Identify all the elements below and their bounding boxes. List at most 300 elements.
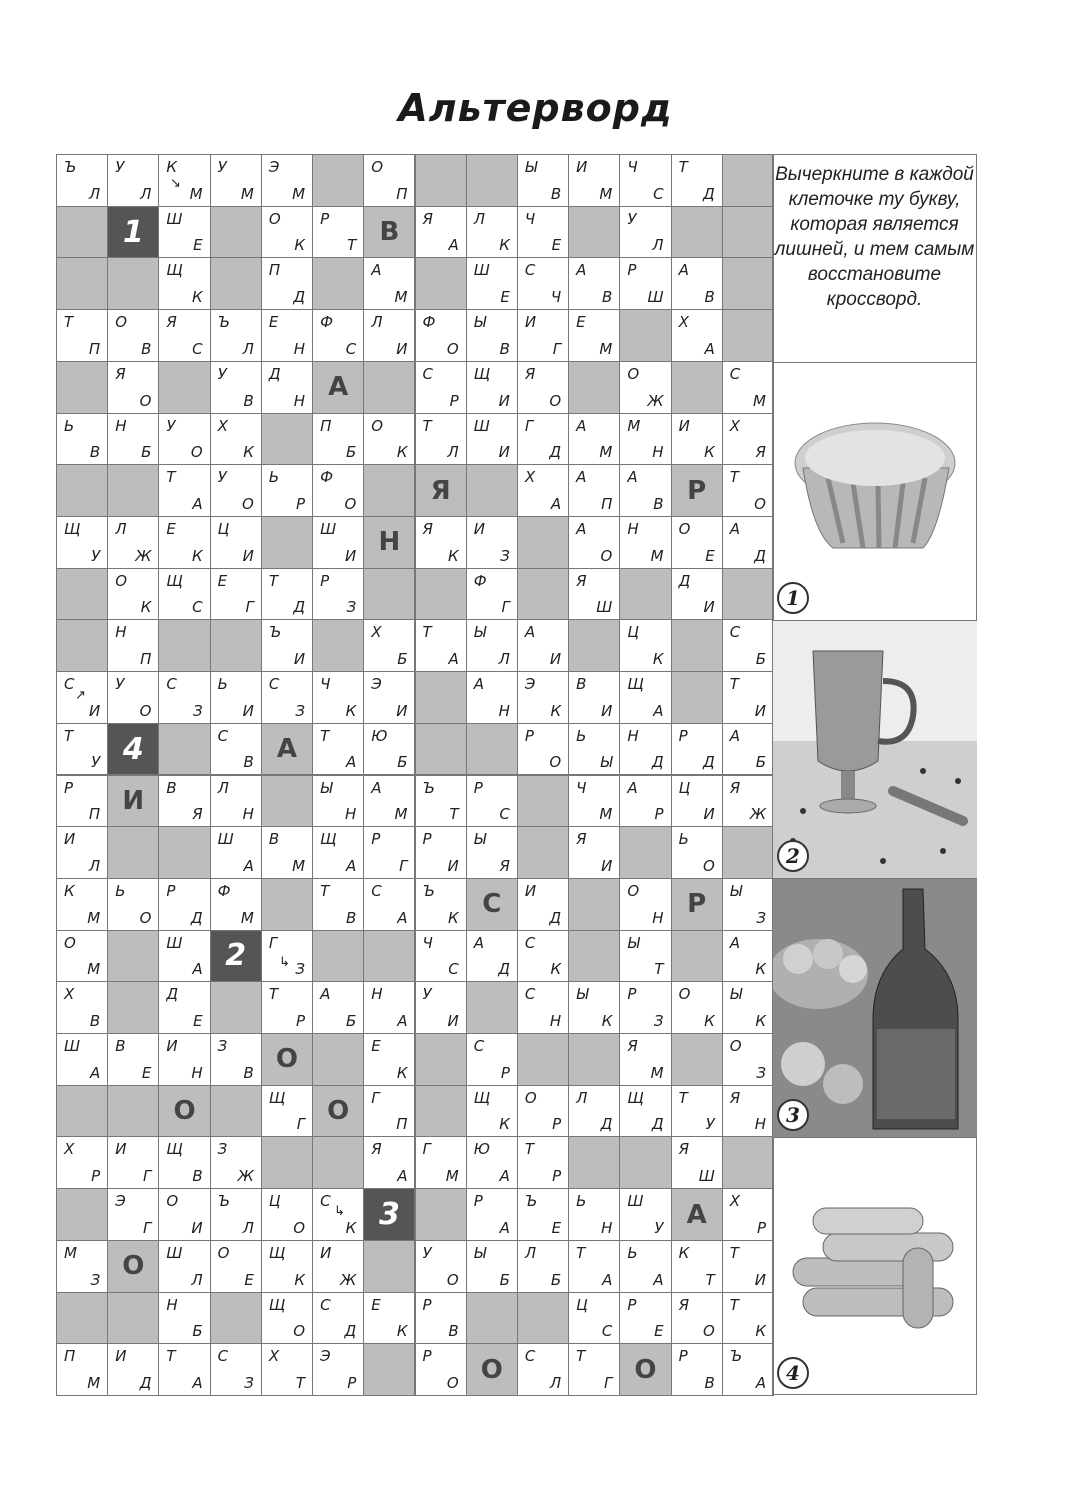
grid-cell[interactable] (415, 619, 467, 672)
grid-cell[interactable] (261, 154, 313, 207)
grid-cell[interactable] (158, 878, 210, 931)
grid-cell[interactable] (466, 826, 518, 879)
grid-cell[interactable] (56, 826, 108, 879)
grid-cell-blank[interactable] (517, 775, 569, 828)
grid-cell[interactable] (619, 464, 671, 517)
grid-cell[interactable] (466, 671, 518, 724)
grid-cell[interactable] (261, 464, 313, 517)
grid-cell[interactable] (363, 413, 415, 466)
grid-cell[interactable] (671, 1136, 723, 1189)
grid-cell[interactable] (619, 723, 671, 776)
grid-cell-blank[interactable] (210, 206, 262, 259)
grid-cell[interactable] (56, 413, 108, 466)
grid-cell[interactable] (517, 1343, 569, 1396)
grid-cell[interactable] (312, 309, 364, 362)
grid-cell-blank[interactable] (671, 930, 723, 983)
grid-cell[interactable] (722, 1033, 774, 1086)
grid-cell-given[interactable] (671, 1188, 723, 1241)
grid-cell[interactable] (619, 516, 671, 569)
grid-cell[interactable] (363, 775, 415, 828)
grid-cell[interactable] (517, 723, 569, 776)
grid-cell[interactable] (517, 671, 569, 724)
grid-cell[interactable] (722, 1292, 774, 1345)
grid-cell-blank[interactable] (722, 1136, 774, 1189)
grid-cell[interactable] (517, 1188, 569, 1241)
grid-cell[interactable] (261, 1240, 313, 1293)
grid-cell[interactable] (107, 878, 159, 931)
grid-cell[interactable] (568, 568, 620, 621)
grid-cell[interactable] (722, 1240, 774, 1293)
grid-cell[interactable] (568, 413, 620, 466)
grid-cell[interactable] (568, 257, 620, 310)
grid-cell-blank[interactable] (312, 930, 364, 983)
grid-cell[interactable] (568, 1085, 620, 1138)
grid-cell-blank[interactable] (261, 1136, 313, 1189)
grid-cell[interactable] (415, 826, 467, 879)
grid-cell[interactable] (363, 723, 415, 776)
grid-cell[interactable] (261, 1292, 313, 1345)
grid-cell-blank[interactable] (312, 1033, 364, 1086)
grid-cell[interactable] (56, 516, 108, 569)
grid-cell-blank[interactable] (568, 361, 620, 414)
grid-cell[interactable] (363, 1292, 415, 1345)
grid-cell-blank[interactable] (415, 1085, 467, 1138)
grid-cell[interactable] (158, 930, 210, 983)
grid-cell-given[interactable] (158, 1085, 210, 1138)
grid-cell-blank[interactable] (722, 257, 774, 310)
grid-cell[interactable] (722, 930, 774, 983)
grid-cell-blank[interactable] (568, 1136, 620, 1189)
grid-cell[interactable] (261, 671, 313, 724)
grid-cell[interactable] (56, 723, 108, 776)
grid-cell[interactable] (210, 775, 262, 828)
grid-cell-blank[interactable] (671, 1033, 723, 1086)
grid-cell[interactable] (158, 516, 210, 569)
grid-cell-blank[interactable] (568, 1033, 620, 1086)
grid-cell[interactable] (312, 826, 364, 879)
grid-cell[interactable] (56, 154, 108, 207)
grid-cell-blank[interactable] (312, 257, 364, 310)
grid-cell[interactable] (210, 413, 262, 466)
grid-cell[interactable] (415, 413, 467, 466)
grid-cell[interactable] (210, 1240, 262, 1293)
grid-cell-blank[interactable] (415, 723, 467, 776)
grid-cell-blank[interactable] (363, 361, 415, 414)
grid-cell[interactable] (619, 671, 671, 724)
grid-cell-blank[interactable] (210, 257, 262, 310)
grid-cell-blank[interactable] (363, 930, 415, 983)
grid-cell-blank[interactable] (568, 930, 620, 983)
grid-cell[interactable] (466, 1033, 518, 1086)
grid-cell[interactable] (466, 309, 518, 362)
grid-cell[interactable] (671, 516, 723, 569)
grid-cell-given[interactable] (312, 361, 364, 414)
grid-cell[interactable] (671, 257, 723, 310)
grid-cell-blank[interactable] (517, 568, 569, 621)
grid-cell-blank[interactable] (619, 568, 671, 621)
grid-cell[interactable] (619, 1292, 671, 1345)
grid-cell-given[interactable] (671, 464, 723, 517)
grid-cell[interactable] (722, 1188, 774, 1241)
grid-cell[interactable] (568, 981, 620, 1034)
grid-cell[interactable] (671, 1343, 723, 1396)
grid-cell[interactable] (312, 981, 364, 1034)
grid-cell[interactable] (107, 619, 159, 672)
grid-cell[interactable] (107, 671, 159, 724)
grid-cell[interactable] (210, 723, 262, 776)
grid-cell[interactable] (158, 413, 210, 466)
grid-cell[interactable] (363, 671, 415, 724)
grid-cell-blank[interactable] (568, 619, 620, 672)
grid-cell[interactable] (415, 206, 467, 259)
grid-cell[interactable] (466, 1085, 518, 1138)
grid-cell[interactable] (619, 1033, 671, 1086)
grid-cell[interactable] (568, 464, 620, 517)
grid-cell-blank[interactable] (517, 516, 569, 569)
grid-cell[interactable] (722, 619, 774, 672)
grid-cell[interactable] (619, 878, 671, 931)
grid-cell[interactable] (363, 154, 415, 207)
grid-cell[interactable] (415, 1240, 467, 1293)
grid-cell[interactable] (312, 464, 364, 517)
grid-cell[interactable] (56, 878, 108, 931)
grid-cell[interactable] (210, 154, 262, 207)
grid-cell[interactable] (107, 413, 159, 466)
grid-cell-given[interactable] (363, 206, 415, 259)
grid-cell[interactable] (415, 1136, 467, 1189)
grid-cell[interactable] (415, 309, 467, 362)
grid-cell[interactable] (261, 257, 313, 310)
grid-cell-blank[interactable] (107, 257, 159, 310)
grid-cell[interactable] (722, 1343, 774, 1396)
grid-cell[interactable] (363, 309, 415, 362)
grid-cell[interactable] (261, 309, 313, 362)
grid-cell[interactable] (56, 1136, 108, 1189)
grid-cell[interactable] (158, 568, 210, 621)
grid-cell-blank[interactable] (466, 723, 518, 776)
grid-cell-blank[interactable] (158, 723, 210, 776)
grid-cell[interactable] (312, 1292, 364, 1345)
grid-cell[interactable] (671, 1240, 723, 1293)
grid-cell[interactable] (517, 619, 569, 672)
grid-cell[interactable] (568, 775, 620, 828)
grid-cell[interactable] (619, 981, 671, 1034)
grid-cell[interactable] (466, 1240, 518, 1293)
grid-cell[interactable] (517, 1085, 569, 1138)
grid-cell-blank[interactable] (671, 361, 723, 414)
grid-cell[interactable] (107, 1343, 159, 1396)
grid-cell-blank[interactable] (210, 1085, 262, 1138)
grid-cell-blank[interactable] (722, 568, 774, 621)
grid-cell-blank[interactable] (619, 1136, 671, 1189)
grid-cell-blank[interactable] (415, 154, 467, 207)
grid-cell[interactable] (568, 1343, 620, 1396)
grid-cell-blank[interactable] (56, 1085, 108, 1138)
grid-cell-blank[interactable] (671, 206, 723, 259)
grid-cell-blank[interactable] (158, 361, 210, 414)
grid-cell[interactable] (107, 309, 159, 362)
grid-cell[interactable] (363, 257, 415, 310)
grid-cell[interactable] (56, 309, 108, 362)
grid-cell[interactable] (568, 1240, 620, 1293)
grid-cell-blank[interactable] (363, 1343, 415, 1396)
grid-cell[interactable] (312, 1343, 364, 1396)
grid-cell[interactable] (56, 775, 108, 828)
grid-cell[interactable] (466, 1188, 518, 1241)
grid-cell-blank[interactable] (107, 826, 159, 879)
grid-cell[interactable] (619, 154, 671, 207)
grid-cell[interactable] (210, 1188, 262, 1241)
grid-cell[interactable] (722, 516, 774, 569)
grid-cell[interactable] (210, 516, 262, 569)
grid-cell[interactable] (671, 154, 723, 207)
grid-cell[interactable] (261, 1085, 313, 1138)
grid-cell[interactable] (619, 775, 671, 828)
grid-cell[interactable] (158, 981, 210, 1034)
grid-cell[interactable] (210, 878, 262, 931)
grid-cell-blank[interactable] (517, 1033, 569, 1086)
grid-cell[interactable] (312, 413, 364, 466)
grid-cell[interactable] (158, 1136, 210, 1189)
grid-cell[interactable] (671, 1292, 723, 1345)
grid-cell[interactable] (517, 981, 569, 1034)
grid-cell-given[interactable] (261, 723, 313, 776)
grid-cell[interactable] (619, 1188, 671, 1241)
grid-cell[interactable] (312, 516, 364, 569)
grid-cell-blank[interactable] (466, 1292, 518, 1345)
grid-cell[interactable] (568, 154, 620, 207)
grid-cell[interactable] (415, 1292, 467, 1345)
grid-cell[interactable] (261, 981, 313, 1034)
grid-cell-blank[interactable] (415, 568, 467, 621)
grid-cell-blank[interactable] (158, 826, 210, 879)
grid-cell-blank[interactable] (722, 309, 774, 362)
grid-cell[interactable] (568, 309, 620, 362)
grid-cell[interactable] (517, 309, 569, 362)
grid-cell-blank[interactable] (722, 154, 774, 207)
grid-cell[interactable] (158, 257, 210, 310)
grid-cell-blank[interactable] (671, 671, 723, 724)
grid-cell-blank[interactable] (722, 826, 774, 879)
grid-cell[interactable] (312, 1240, 364, 1293)
grid-cell[interactable] (261, 619, 313, 672)
grid-cell[interactable] (568, 723, 620, 776)
grid-cell-blank[interactable] (210, 981, 262, 1034)
grid-cell[interactable] (210, 1343, 262, 1396)
grid-cell-blank[interactable] (56, 361, 108, 414)
grid-cell[interactable] (158, 154, 210, 207)
grid-cell-blank[interactable] (261, 413, 313, 466)
grid-cell-given[interactable] (466, 878, 518, 931)
grid-cell[interactable] (261, 568, 313, 621)
grid-cell-blank[interactable] (158, 619, 210, 672)
grid-cell[interactable] (261, 361, 313, 414)
grid-cell[interactable] (210, 464, 262, 517)
grid-cell[interactable] (466, 361, 518, 414)
grid-cell[interactable] (261, 826, 313, 879)
grid-cell-blank[interactable] (415, 257, 467, 310)
grid-cell[interactable] (312, 568, 364, 621)
grid-cell[interactable] (722, 361, 774, 414)
grid-cell[interactable] (517, 413, 569, 466)
grid-cell-given[interactable] (363, 516, 415, 569)
grid-cell-blank[interactable] (261, 775, 313, 828)
grid-cell[interactable] (722, 671, 774, 724)
grid-cell[interactable] (158, 775, 210, 828)
grid-cell[interactable] (56, 930, 108, 983)
grid-cell[interactable] (517, 464, 569, 517)
grid-cell-blank[interactable] (312, 619, 364, 672)
grid-cell[interactable] (517, 878, 569, 931)
grid-cell[interactable] (671, 413, 723, 466)
grid-cell-blank[interactable] (210, 619, 262, 672)
grid-cell[interactable] (415, 361, 467, 414)
grid-cell[interactable] (466, 206, 518, 259)
grid-cell-blank[interactable] (671, 619, 723, 672)
grid-cell[interactable] (466, 413, 518, 466)
grid-cell[interactable] (466, 1136, 518, 1189)
grid-cell[interactable] (415, 516, 467, 569)
grid-cell[interactable] (466, 516, 518, 569)
grid-cell-given[interactable] (107, 1240, 159, 1293)
grid-cell[interactable] (56, 981, 108, 1034)
grid-cell-blank[interactable] (568, 878, 620, 931)
grid-cell[interactable] (568, 826, 620, 879)
grid-cell-blank[interactable] (363, 568, 415, 621)
grid-cell[interactable] (158, 206, 210, 259)
grid-cell[interactable] (363, 619, 415, 672)
grid-cell[interactable] (415, 981, 467, 1034)
grid-cell-blank[interactable] (517, 826, 569, 879)
grid-cell-blank[interactable] (56, 257, 108, 310)
grid-cell-blank[interactable] (261, 516, 313, 569)
grid-cell[interactable] (312, 878, 364, 931)
grid-cell-blank[interactable] (466, 981, 518, 1034)
grid-cell[interactable] (56, 1033, 108, 1086)
grid-cell-given[interactable] (261, 1033, 313, 1086)
grid-cell[interactable] (466, 568, 518, 621)
grid-cell[interactable] (517, 1136, 569, 1189)
grid-cell[interactable] (671, 826, 723, 879)
grid-cell-blank[interactable] (107, 930, 159, 983)
grid-cell[interactable] (56, 1240, 108, 1293)
grid-cell[interactable] (415, 930, 467, 983)
grid-cell[interactable] (158, 1292, 210, 1345)
grid-cell[interactable] (722, 981, 774, 1034)
grid-cell[interactable] (107, 361, 159, 414)
grid-cell[interactable] (312, 723, 364, 776)
grid-cell[interactable] (722, 464, 774, 517)
grid-cell-blank[interactable] (107, 981, 159, 1034)
grid-cell-blank[interactable] (107, 464, 159, 517)
grid-cell[interactable] (671, 568, 723, 621)
grid-cell-given[interactable] (415, 464, 467, 517)
grid-cell[interactable] (722, 878, 774, 931)
grid-cell[interactable] (466, 775, 518, 828)
grid-cell[interactable] (517, 1240, 569, 1293)
grid-cell-given[interactable] (466, 1343, 518, 1396)
grid-cell[interactable] (568, 1188, 620, 1241)
grid-cell-blank[interactable] (466, 464, 518, 517)
grid-cell-blank[interactable] (210, 1292, 262, 1345)
grid-cell[interactable] (210, 1136, 262, 1189)
grid-cell[interactable] (568, 671, 620, 724)
grid-cell[interactable] (517, 257, 569, 310)
grid-cell-blank[interactable] (56, 1292, 108, 1345)
grid-cell[interactable] (107, 1136, 159, 1189)
grid-cell[interactable] (210, 1033, 262, 1086)
grid-cell[interactable] (671, 309, 723, 362)
grid-cell-blank[interactable] (56, 568, 108, 621)
grid-cell[interactable] (107, 516, 159, 569)
grid-cell[interactable] (517, 206, 569, 259)
grid-cell[interactable] (158, 1240, 210, 1293)
grid-cell-blank[interactable] (107, 1292, 159, 1345)
grid-cell-given[interactable] (107, 775, 159, 828)
grid-cell-blank[interactable] (56, 206, 108, 259)
grid-cell[interactable] (107, 1188, 159, 1241)
grid-cell[interactable] (107, 568, 159, 621)
grid-cell-blank[interactable] (415, 1188, 467, 1241)
grid-cell[interactable] (722, 775, 774, 828)
grid-cell[interactable] (210, 671, 262, 724)
grid-cell[interactable] (210, 361, 262, 414)
grid-cell[interactable] (619, 361, 671, 414)
grid-cell[interactable] (312, 671, 364, 724)
grid-cell[interactable] (210, 309, 262, 362)
grid-cell[interactable] (517, 154, 569, 207)
grid-cell[interactable] (158, 671, 210, 724)
grid-cell-blank[interactable] (415, 1033, 467, 1086)
grid-cell[interactable] (363, 1085, 415, 1138)
grid-cell[interactable] (158, 1033, 210, 1086)
grid-cell[interactable] (261, 1343, 313, 1396)
grid-cell[interactable] (261, 206, 313, 259)
grid-cell[interactable] (158, 1343, 210, 1396)
grid-cell-given[interactable] (671, 878, 723, 931)
grid-cell[interactable] (568, 1292, 620, 1345)
grid-cell-blank[interactable] (56, 619, 108, 672)
grid-cell[interactable] (210, 826, 262, 879)
grid-cell-blank[interactable] (56, 1188, 108, 1241)
grid-cell-blank[interactable] (415, 671, 467, 724)
grid-cell[interactable] (56, 1343, 108, 1396)
grid-cell[interactable] (722, 1085, 774, 1138)
grid-cell[interactable] (517, 930, 569, 983)
grid-cell[interactable] (671, 775, 723, 828)
grid-cell[interactable] (415, 1343, 467, 1396)
grid-cell[interactable] (722, 413, 774, 466)
grid-cell[interactable] (619, 257, 671, 310)
grid-cell-blank[interactable] (312, 1136, 364, 1189)
grid-cell-blank[interactable] (56, 464, 108, 517)
grid-cell[interactable] (619, 619, 671, 672)
grid-cell-blank[interactable] (568, 206, 620, 259)
grid-cell[interactable] (363, 878, 415, 931)
grid-cell[interactable] (261, 1188, 313, 1241)
grid-cell[interactable] (466, 257, 518, 310)
grid-cell[interactable] (466, 930, 518, 983)
grid-cell[interactable] (415, 878, 467, 931)
grid-cell[interactable] (619, 1240, 671, 1293)
grid-cell[interactable] (619, 206, 671, 259)
grid-cell[interactable] (363, 981, 415, 1034)
grid-cell-blank[interactable] (517, 1292, 569, 1345)
grid-cell[interactable] (107, 1033, 159, 1086)
grid-cell-blank[interactable] (107, 1085, 159, 1138)
grid-cell-blank[interactable] (312, 154, 364, 207)
grid-cell-blank[interactable] (363, 464, 415, 517)
